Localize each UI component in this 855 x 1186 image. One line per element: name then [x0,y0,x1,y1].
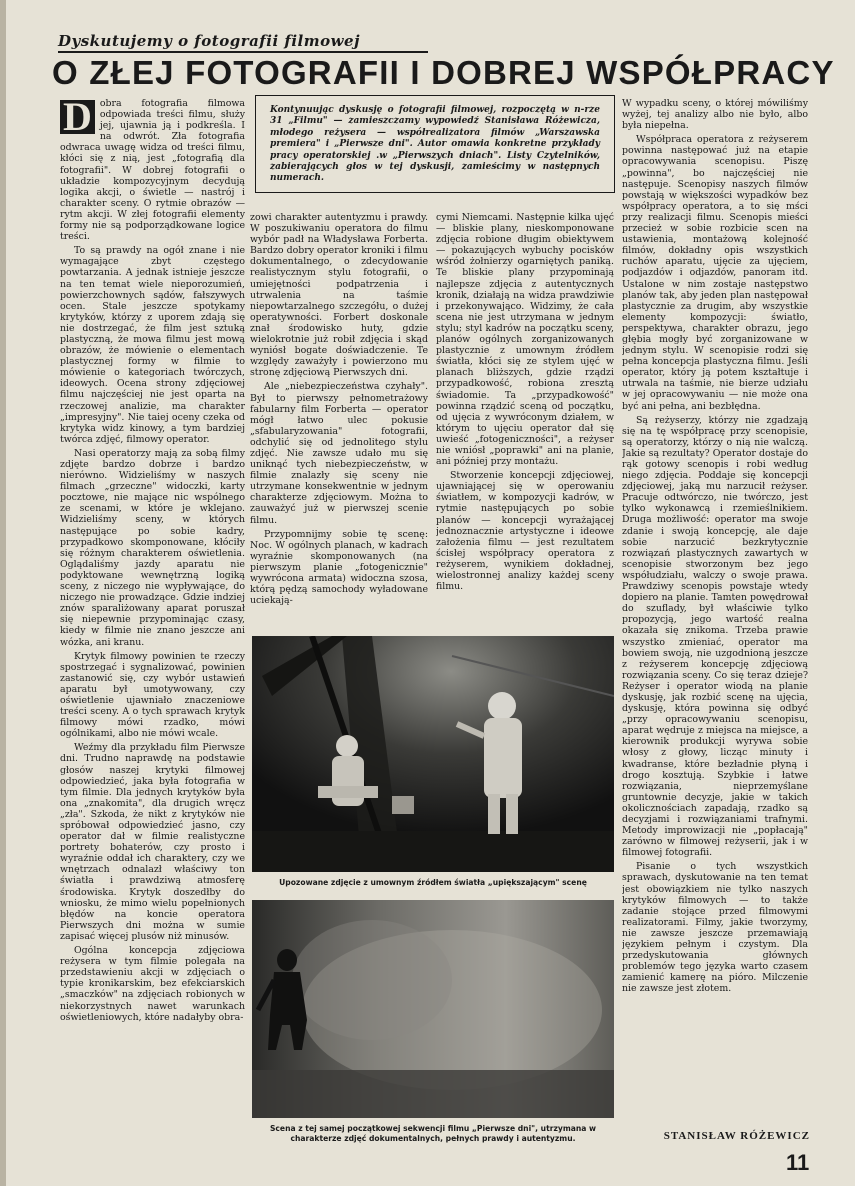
paragraph: cymi Niemcami. Następnie kilka ujęć — bliskie plany, nieskomponowane zdjęcia robione długim obiektywem — pokazujących wybuchy pocisków wśród żołnierzy ogarniętych paniką. Te bliskie plany przypominają najlepsze zdjęcia z autentycznych kronik, działają na widza prawdziwie i przekonywająco. Widzimy, że cała scena nie jest utrzymana w jednym stylu; styl kadrów na początku sceny, planów ogólnych zorganizowanych plastycznie z umownym źródłem światła, kłóci się ze stylem ujęć w planach bliższych, gdzie rządzi przypadkowość, robiona zresztą świadomie. Ta „przypadkowość" powinna rządzić sceną od początku, od ujęcia z wywróconym działem, w którym to ujęciu operator dał się uwieść „fotogeniczności", a reżyser nie wniósł „poprawki" ani na planie, ani później przy montażu. [436,212,614,468]
article-column-4 [622,98,808,1125]
paragraph: Pisanie o tych wszystkich sprawach, dyskutowanie na ten temat jest obowiązkiem nie tylko naszych krytyków filmowych — to także zadanie stojące przed filmowymi realizatorami. Filmy, jakie tworzymy, nie zawsze jeszcze przemawiają językiem pełnym i czystym. Dla przedyskutowania głównych problemów tego języka warto czasem zamienić kamerę na pióro. Milczenie nie zawsze jest złotem. [622,861,808,995]
author-signature: STANISŁAW RÓŻEWICZ [663,1130,810,1142]
article-column-3 [436,212,614,624]
film-still-photo-2 [252,900,614,1118]
film-still-photo-1 [252,636,614,872]
paragraph: Nasi operatorzy mają za sobą filmy zdjęte bardzo dobrze i bardzo nierówno. Widzieliśmy w naszych filmach „grzeczne" widoczki, karty pocztowe, nie mające nic wspólnego ze scenami, w które je wklejano. Widzieliśmy sceny, w których następujące po sobie kadry, przypadkowo skomponowane, kłóciły się różnym charakterem oświetlenia. Oglądaliśmy jazdy aparatu nie podyktowane wewnętrzną logiką sceny, z niczego nie wypływające, do niczego nie prowadzące. Gdzie indziej znów sparaliżowany aparat poruszał się niepewnie przypominając czasy, kiedy w filmie nie znano jeszcze ani wózka, ani kranu. [60,447,245,648]
paragraph: zowi charakter autentyzmu i prawdy. W poszukiwaniu operatora do filmu wybór padł na Władysława Forberta. Bardzo dobry operator kroniki i filmu dokumentalnego, o zdecydowanie realistycznym stylu fotografii, o umiejętności podpatrzenia i utrwalenia na taśmie niepowtarzalnego szczegółu, o dużej operatywności. Forbert doskonale znał środowisko huty, gdzie wielokrotnie już robił zdjęcia i skąd wyniósł bogate doświadczenie. Te względy zaważyły i powierzono mu stronę zdjęciową Pierwszych dni. [250,212,428,379]
paragraph: Współpraca operatora z reżyserem powinna następować już na etapie opracowywania scenopisu. Piszę „powinna", bo najczęściej nie następuje. Scenopisy naszych filmów powstają w większości wypadków bez współpracy operatora, a to się mści przy realizacji filmu. Scenopis mieści przecież w sobie rozbicie scen na ustawienia, montażową kolejność filmów, dokładny opis wszystkich ruchów aparatu, ujęcie za ujęciem, podjazdów i odjazdów, panoram itd. Ustalone w nim zostaje następstwo planów tak, aby jeden plan następował plastycznie za drugim, aby wszystkie elementy kompozycji: światło, perspektywa, charakter obrazu, jego głębia mogły być zorganizowane w jednym stylu. W scenopisie rodzi się pełna koncepcja plastyczna filmu. Jeśli operator, który ją potem kształtuje i utrwala na taśmie, nie bierze udziału w jej opracowywaniu — nie może ona być ani pełna, ani bezbłędna. [622,134,808,412]
film-still-image-1 [252,636,614,872]
intro-box: Kontynuując dyskusję o fotografii filmowej, rozpoczętą w n-rze 31 „Filmu" — zamieszczamy wypowiedź Stanisława Różewicza, młodego reżysera — współrealizatora filmów „Warszawska premiera" i „Pierwsze dni". Autor omawia konkretne przykłady pracy operatorskiej .w „Pierwszych dniach". Listy Czytelników, zabierających głos w tej dyskusji, zamieścimy w następnych numerach. [255,95,615,193]
paragraph: Są reżyserzy, którzy nie zgadzają się na tę współpracę przy scenopisie, są operatorzy, którzy o nią nie walczą. Jakie są rezultaty? Operator dostaje do rąk gotowy scenopis i robi według niego zdjęcia. Poddaje się koncepcji zdjęciowej, jaką mu narzucił reżyser. Pracuje odtwórczo, nie twórczo, jest tylko wykonawcą i rzemieślnikiem. Druga możliwość: operator ma swoje zdanie i swoją koncepcję, ale daje sobie narzucić bezkrytycznie rozwiązań plastycznych zawartych w scenopisie stworzonym bez jego współudziału, walczy o swoje prawa. Prawdziwy scenopis powstaje wtedy dopiero na planie. Tamten powędrował do szuflady, był właściwie tylko propozycją, jego wartość realna okazała się znikoma. Trzeba prawie wszystko zmieniać, operator ma bowiem swoją, nie uzgodnioną jeszcze z reżyserem koncepcję zdjęciową rozwiązania sceny. Co się teraz dzieje? Reżyser i operator wiodą na planie dyskusję, jak rozbić scenę na ujęcia, dyskusję, która powinna się odbyć „przy opracowywaniu scenopisu, aparat wędruje z miejsca na miejsce, a kierownik produkcji wyrywa sobie włosy z głowy, licząc minuty i kwadranse, które bezładnie płyną i drogo kosztują. Szybkie i łatwe rozwiązania, nieprzemyślane gruntownie decyzje, jakie w takich okolicznościach zapadają, rzadko są decyzjami i rozwiązaniami trafnymi. Metody improwizacji nie „popłacają" zarówno w filmowej reżyserii, jak i w filmowej fotografii. [622,414,808,859]
photo-1-caption: Upozowane zdjęcie z umownym źródłem światła „upiększającym" scenę [279,878,587,887]
article-column-2 [250,212,428,624]
film-still-image-2 [252,900,614,1118]
paragraph: To są prawdy na ogół znane i nie wymagające zbyt częstego powtarzania. A jednak istnieje jeszcze na ten temat wiele nieporozumień, powierzchownych sądów, fałszywych ocen. Stale jeszcze spotykamy krytyków, którzy z uporem zdają się nie dostrzegać, że film jest sztuką plastyczną, że mowa filmu jest mową obrazów, że mówienie o elementach plastycznej formy w filmie to mówienie o kategoriach twórczych, ideowych. Ocena strony zdjęciowej filmu najczęściej nie jest oparta na rzeczowej analizie, ma charakter „impresyjny". Nie taiej oceny czeka od krytyka widz kinowy, a tym bardziej twórca zdjęć, filmowy operator. [60,245,245,445]
paragraph: Ogólna koncepcja zdjęciowa reżysera w tym filmie polegała na przedstawieniu akcji w zdjęciach o typie kronikarskim, bez efekciarskich „smaczków" na zdjęciach robionych w niekorzystnych nawet warunkach oświetleniowych, które nadałyby obra- [60,945,245,1023]
paragraph: Krytyk filmowy powinien te rzeczy spostrzegać i sygnalizować, powinien zastanowić się, czy wybór ustawień aparatu był umotywowany, czy oświetlenie ujawniało znaczeniowe treści sceny. A o tych sprawach krytyk filmowy mówi rzadko, mówi ogólnikami, albo nie mówi wcale. [60,650,245,740]
photo-2-caption: Scena z tej samej początkowej sekwencji filmu „Pierwsze dni", utrzymana w charakterze zdjęć dokumentalnych, pełnych prawdy i autentyzmu. [269,1124,597,1143]
article-column-1 [60,98,245,1151]
paragraph: Stworzenie koncepcji zdjęciowej, ujawniającej się w operowaniu światłem, w kompozycji kadrów, w rytmie następujących po sobie planów — koncepcji wyrażającej jednoznacznie artystyczne i ideowe założenia filmu — jest rezultatem ścisłej współpracy operatora z reżyserem, wynikiem dokładnej, wielostronnej analizy każdej sceny filmu. [436,470,614,593]
drop-cap: D [60,100,95,134]
binding-edge [0,0,6,1186]
paragraph: Ale „niebezpieczeństwa czyhały". Był to pierwszy pełnometrażowy fabularny film Forberta — operator mógł łatwo ulec pokusie „sfabularyzowania" fotografii, odchylić się od jednolitego stylu zdjęć. Nie zawsze udało mu się uniknąć tych niebezpieczeństw, w filmie znalazły się sceny nie utrzymane konsekwentnie w jednym charakterze zdjęciowym. Można to zauważyć już w pierwszej scenie filmu. [250,381,428,526]
paragraph: D obra fotografia filmowa odpowiada treści filmu, służy jej, ujawnia ją i podkreśla. I na odwrót. Zła fotografia odwraca uwagę widza od treści filmu, kłóci się z nią, jest „fotografią dla fotografii". W dobrej fotografii o układzie kompozycyjnym decydują logika akcji, o świetle — nastrój i charakter sceny. O rytmie obrazów — rytm akcji. W złej fotografii elementy formy nie są podporządkowane logice treści. [60,98,245,243]
paragraph: Przypomnijmy sobie tę scenę: Noc. W ogólnych planach, w kadrach wyraźnie skomponowanych (na pierwszym planie „fotogenicznie" wywrócona armata) widoczna szosa, którą pędzą samochody wyładowane uciekają- [250,528,428,607]
article-headline: O ZŁEJ FOTOGRAFII I DOBREJ WSPÓŁPRACY [52,54,835,91]
page-number: 11 [786,1150,810,1175]
paragraph: W wypadku sceny, o której mówiliśmy wyżej, tej analizy albo nie było, albo była niepełna. [622,98,808,132]
section-kicker: Dyskutujemy o fotografii filmowej [58,32,428,53]
paragraph: Weźmy dla przykładu film Pierwsze dni. Trudno naprawdę na podstawie głosów naszej krytyki filmowej odpowiedzieć, jaka była fotografia w tym filmie. Dla jednych krytyków była ona „znakomita", dla drugich wręcz „zła". Szkoda, że nikt z krytyków nie spróbował odpowiedzieć jasno, czy operator dał w filmie realistyczne portrety bohaterów, czy prosto i wyraźnie oddał ich charaktery, czy we wnętrzach odnalazł właściwy ton światła i prawdziwą atmosferę środowiska. Krytyk doszedłby do wniosku, że mimo wielu popełnionych błędów na koncie operatora Pierwszych dni można w sumie zapisać więcej plusów niż minusów. [60,742,245,942]
